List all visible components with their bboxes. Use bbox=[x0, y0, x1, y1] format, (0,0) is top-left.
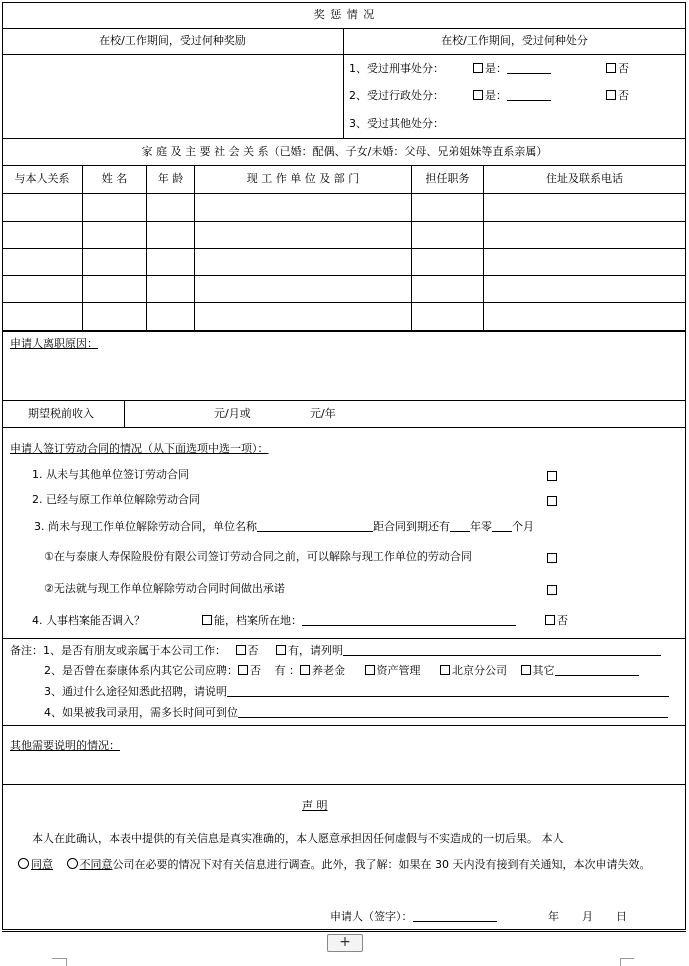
checkbox-icon[interactable] bbox=[440, 665, 450, 675]
note-1: 备注：1、是否有朋友或亲属于本公司工作： 否 有，请列明 bbox=[10, 644, 661, 658]
contract-option-3: 3. 尚未与现工作单位解除劳动合同，单位名称 距合同到期还有 年零 个月 bbox=[34, 520, 534, 533]
page-corner-mark bbox=[620, 958, 634, 959]
note-4: 4、如果被我司录用，需多长时间可到位 bbox=[44, 706, 668, 720]
awards-title: 奖 惩 情 况 bbox=[313, 8, 376, 21]
criminal-yes[interactable]: 是： bbox=[473, 62, 551, 76]
salary-monthly-field[interactable] bbox=[130, 402, 210, 426]
radio-icon bbox=[18, 858, 29, 869]
col-age: 年 龄 bbox=[157, 172, 184, 185]
salary-yearly-field[interactable] bbox=[258, 402, 308, 426]
checkbox-icon[interactable] bbox=[547, 553, 557, 563]
archive-location-field[interactable] bbox=[302, 614, 516, 626]
declaration-line-2: 同意 不同意公司在必要的情况下对有关信息进行调查。此外，我了解：如果在 30 天内没有接到有关通知，本次申请失效。 bbox=[18, 858, 651, 872]
page-corner-mark bbox=[620, 958, 621, 966]
contract-option-4: 4. 人事档案能否调入？ bbox=[32, 614, 145, 627]
checkbox-icon[interactable] bbox=[547, 471, 557, 481]
checkbox-icon bbox=[473, 90, 483, 100]
col-contact: 住址及联系电话 bbox=[546, 172, 623, 185]
archive-no[interactable]: 否 bbox=[545, 614, 568, 628]
signature-label: 申请人（签字）： bbox=[330, 910, 497, 924]
checkbox-icon[interactable] bbox=[236, 645, 246, 655]
col-relation: 与本人关系 bbox=[14, 172, 70, 185]
contract-sub-1: ①在与泰康人寿保险股份有限公司签订劳动合同之前，可以解除与现工作单位的劳动合同 bbox=[44, 550, 472, 563]
checkbox-icon[interactable] bbox=[276, 645, 286, 655]
checkbox-icon bbox=[606, 63, 616, 73]
criminal-label: 1、受过刑事处分： bbox=[349, 62, 444, 75]
administrative-no[interactable]: 否 bbox=[606, 89, 629, 103]
contract-sub-2: ②无法就与现工作单位解除劳动合同时间做出承诺 bbox=[44, 582, 285, 595]
reason-label: 申请人离职原因： bbox=[10, 337, 98, 350]
salary-label: 期望税前收入 bbox=[28, 407, 94, 420]
checkbox-icon[interactable] bbox=[238, 665, 248, 675]
criminal-no[interactable]: 否 bbox=[606, 62, 629, 76]
table-row[interactable] bbox=[3, 249, 685, 274]
other-company-field[interactable] bbox=[555, 664, 639, 676]
note-2: 2、是否曾在泰康体系内其它公司应聘： 否 有 ： 养老金 资产管理 北京分公司 其它 bbox=[44, 664, 639, 678]
radio-icon bbox=[67, 858, 78, 869]
agree-radio[interactable]: 同意 bbox=[18, 858, 53, 871]
award-header: 在校/工作期间，受过何种奖励 bbox=[99, 34, 246, 47]
checkbox-icon bbox=[202, 615, 212, 625]
reason-field[interactable] bbox=[3, 352, 685, 399]
table-row[interactable] bbox=[3, 194, 685, 220]
declaration-line-1: 本人在此确认，本表中提供的有关信息是真实准确的，本人愿意承担因任何虚假与不实造成的一切后果。 本人 bbox=[32, 832, 564, 845]
page-corner-mark bbox=[66, 958, 67, 966]
family-title: 家 庭 及 主 要 社 会 关 系（已婚：配偶、子女/未婚：父母、兄弟姐妹等直系亲属） bbox=[141, 145, 548, 158]
date-year: 年 bbox=[548, 910, 559, 923]
other-punish-label: 3、受过其他处分： bbox=[349, 117, 444, 130]
date-day: 日 bbox=[616, 910, 627, 923]
employer-name-field[interactable] bbox=[257, 520, 373, 532]
salary-yearly-unit: 元/年 bbox=[310, 407, 336, 420]
date-month: 月 bbox=[582, 910, 593, 923]
punish-header: 在校/工作期间，受过何种处分 bbox=[441, 34, 588, 47]
availability-field[interactable] bbox=[238, 706, 668, 718]
checkbox-icon bbox=[473, 63, 483, 73]
administrative-label: 2、受过行政处分： bbox=[349, 89, 444, 102]
add-row-button[interactable]: + bbox=[327, 934, 363, 952]
col-position: 担任职务 bbox=[425, 172, 470, 185]
contract-option-2: 2. 已经与原工作单位解除劳动合同 bbox=[32, 493, 200, 506]
salary-monthly-unit: 元/月或 bbox=[214, 407, 251, 420]
months-field[interactable] bbox=[492, 520, 512, 532]
col-name: 姓 名 bbox=[101, 172, 128, 185]
relatives-field[interactable] bbox=[343, 644, 661, 656]
note-3: 3、通过什么途径知悉此招聘，请说明 bbox=[44, 685, 669, 699]
declaration-title: 声 明 bbox=[302, 799, 328, 812]
checkbox-icon[interactable] bbox=[521, 665, 531, 675]
other-info-field[interactable] bbox=[3, 754, 685, 783]
channel-field[interactable] bbox=[227, 685, 669, 697]
disagree-radio[interactable]: 不同意 bbox=[67, 858, 113, 871]
checkbox-icon[interactable] bbox=[300, 665, 310, 675]
checkbox-icon[interactable] bbox=[365, 665, 375, 675]
years-field[interactable] bbox=[450, 520, 470, 532]
award-content-field[interactable] bbox=[3, 55, 342, 137]
table-row[interactable] bbox=[3, 303, 685, 329]
contract-option-1: 1. 从未与其他单位签订劳动合同 bbox=[32, 468, 189, 481]
checkbox-icon bbox=[545, 615, 555, 625]
archive-yes[interactable]: 能，档案所在地： bbox=[202, 614, 516, 628]
checkbox-icon[interactable] bbox=[547, 496, 557, 506]
col-employer: 现 工 作 单 位 及 部 门 bbox=[246, 172, 360, 185]
checkbox-icon bbox=[606, 90, 616, 100]
page-corner-mark bbox=[52, 958, 66, 959]
administrative-yes[interactable]: 是： bbox=[473, 89, 551, 103]
contract-title: 申请人签订劳动合同的情况（从下面选项中选一项）： bbox=[10, 442, 269, 455]
signature-field[interactable] bbox=[413, 910, 497, 922]
table-row[interactable] bbox=[3, 222, 685, 247]
checkbox-icon[interactable] bbox=[547, 585, 557, 595]
table-row[interactable] bbox=[3, 276, 685, 301]
other-info-label: 其他需要说明的情况： bbox=[10, 739, 120, 752]
